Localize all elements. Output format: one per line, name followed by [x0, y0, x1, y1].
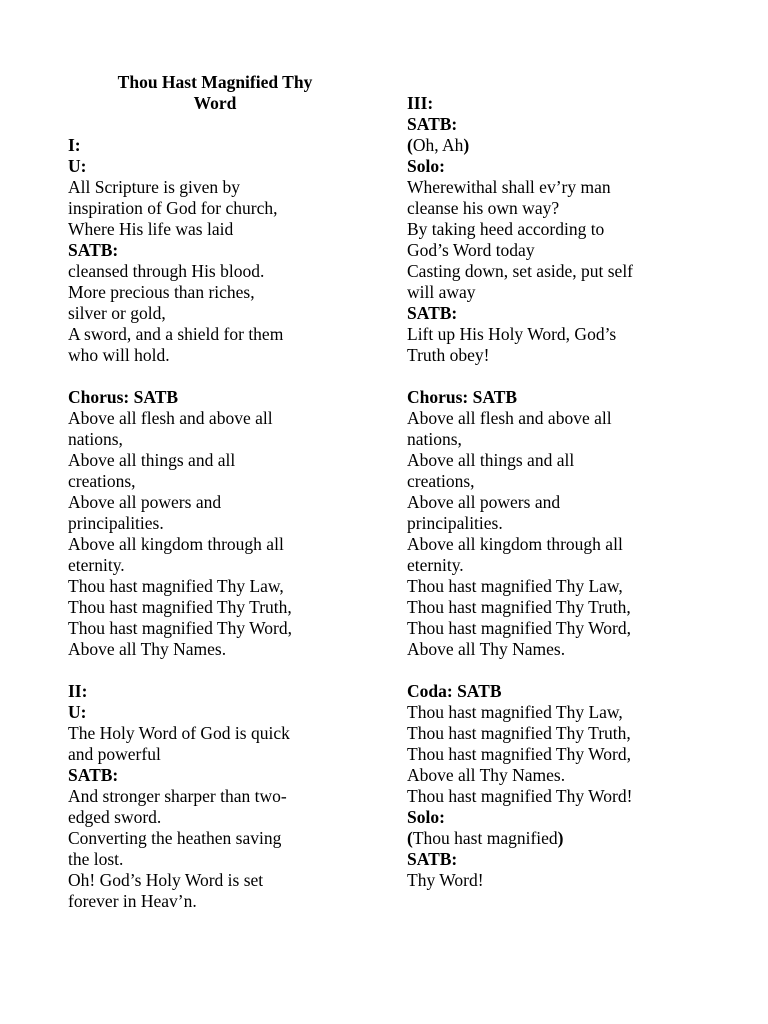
spacer — [68, 366, 368, 387]
voice-label: U: — [68, 702, 87, 722]
verse-heading: I: — [68, 135, 81, 155]
verse-heading: III: — [407, 93, 434, 113]
paren-open: ( — [407, 828, 413, 848]
right-column — [407, 72, 707, 891]
lyric-line: Above all things and all — [407, 450, 575, 470]
lyric-line: edged sword. — [68, 807, 162, 827]
lyric-line: Above all Thy Names. — [407, 765, 566, 785]
lyric-line: Lift up His Holy Word, God’s — [407, 324, 617, 344]
verse-heading: II: — [68, 681, 88, 701]
lyric-line: Thou hast magnified Thy Word, — [407, 744, 631, 764]
voice-label: SATB: — [68, 765, 119, 785]
lyric-line: Above all powers and — [407, 492, 561, 512]
lyric-line: God’s Word today — [407, 240, 535, 260]
spacer — [68, 660, 368, 681]
lyric-line: cleanse his own way? — [407, 198, 560, 218]
lyric-line: Thou hast magnified Thy Truth, — [68, 597, 292, 617]
lyric-line: More precious than riches, — [68, 282, 255, 302]
lyric-line: Thou hast magnified Thy Law, — [407, 702, 623, 722]
lyric-line: Above all powers and — [68, 492, 222, 512]
lyric-line: who will hold. — [68, 345, 170, 365]
lyric-line: principalities. — [407, 513, 503, 533]
lyric-line: Thou hast magnified Thy Word, — [407, 618, 631, 638]
lyric-line: the lost. — [68, 849, 124, 869]
lyric-text: Thou hast magnified — [412, 828, 558, 848]
lyric-line: eternity. — [407, 555, 464, 575]
lyric-line: inspiration of God for church, — [68, 198, 278, 218]
voice-label: SATB: — [407, 849, 458, 869]
lyric-line: Above all things and all — [68, 450, 236, 470]
lyric-line: The Holy Word of God is quick — [68, 723, 290, 743]
left-column — [68, 72, 368, 912]
lyric-line: Oh! God’s Holy Word is set — [68, 870, 264, 890]
lyric-line: And stronger sharper than two- — [68, 786, 287, 806]
lyric-line: Above all Thy Names. — [407, 639, 566, 659]
lyric-line: By taking heed according to — [407, 219, 605, 239]
lyric-line: and powerful — [68, 744, 161, 764]
spacer — [68, 114, 368, 135]
lyric-line: Above all kingdom through all — [407, 534, 623, 554]
voice-label: Solo: — [407, 807, 445, 827]
voice-label: SATB: — [407, 303, 458, 323]
voice-label: SATB: — [407, 114, 458, 134]
chorus-heading: Chorus: SATB — [68, 387, 179, 407]
voice-label: SATB: — [68, 240, 119, 260]
spacer — [407, 366, 707, 387]
song-title-line-2: Word — [193, 93, 237, 113]
lyric-line: Thou hast magnified Thy Truth, — [407, 597, 631, 617]
lyric-line: eternity. — [68, 555, 125, 575]
lyric-line: Above all flesh and above all — [68, 408, 273, 428]
song-title-line-1: Thou Hast Magnified Thy — [117, 72, 313, 92]
lyric-line: creations, — [68, 471, 136, 491]
lyric-line: Above all kingdom through all — [68, 534, 284, 554]
lyric-line: Casting down, set aside, put self — [407, 261, 634, 281]
lyric-line: silver or gold, — [68, 303, 166, 323]
lyric-line: Thou hast magnified Thy Word, — [68, 618, 292, 638]
lyric-line: nations, — [68, 429, 123, 449]
lyric-line: will away — [407, 282, 476, 302]
paren-close: ) — [557, 828, 564, 848]
chorus-heading: Chorus: SATB — [407, 387, 518, 407]
lyric-line: forever in Heav’n. — [68, 891, 197, 911]
lyric-line: Wherewithal shall ev’ry man — [407, 177, 611, 197]
spacer — [407, 72, 707, 93]
paren-open: ( — [407, 135, 413, 155]
lyric-line: Where His life was laid — [68, 219, 234, 239]
lyric-line: Thou hast magnified Thy Truth, — [407, 723, 631, 743]
lyric-line: creations, — [407, 471, 475, 491]
lyric-line — [407, 135, 707, 156]
lyric-line: Thou hast magnified Thy Law, — [68, 576, 284, 596]
lyric-text: Oh, Ah — [412, 135, 464, 155]
lyric-line: principalities. — [68, 513, 164, 533]
lyric-line: Converting the heathen saving — [68, 828, 282, 848]
spacer — [407, 660, 707, 681]
lyric-line: Above all Thy Names. — [68, 639, 227, 659]
lyric-line: cleansed through His blood. — [68, 261, 265, 281]
voice-label: Solo: — [407, 156, 445, 176]
lyric-line: Thy Word! — [407, 870, 484, 890]
lyric-line: All Scripture is given by — [68, 177, 241, 197]
lyric-line: Thou hast magnified Thy Word! — [407, 786, 633, 806]
lyric-line: nations, — [407, 429, 462, 449]
voice-label: U: — [68, 156, 87, 176]
paren-close: ) — [463, 135, 470, 155]
lyric-line: Truth obey! — [407, 345, 490, 365]
lyric-line: A sword, and a shield for them — [68, 324, 284, 344]
coda-heading: Coda: SATB — [407, 681, 502, 701]
lyric-line: Thou hast magnified Thy Law, — [407, 576, 623, 596]
lyric-line — [407, 828, 707, 849]
lyric-line: Above all flesh and above all — [407, 408, 612, 428]
